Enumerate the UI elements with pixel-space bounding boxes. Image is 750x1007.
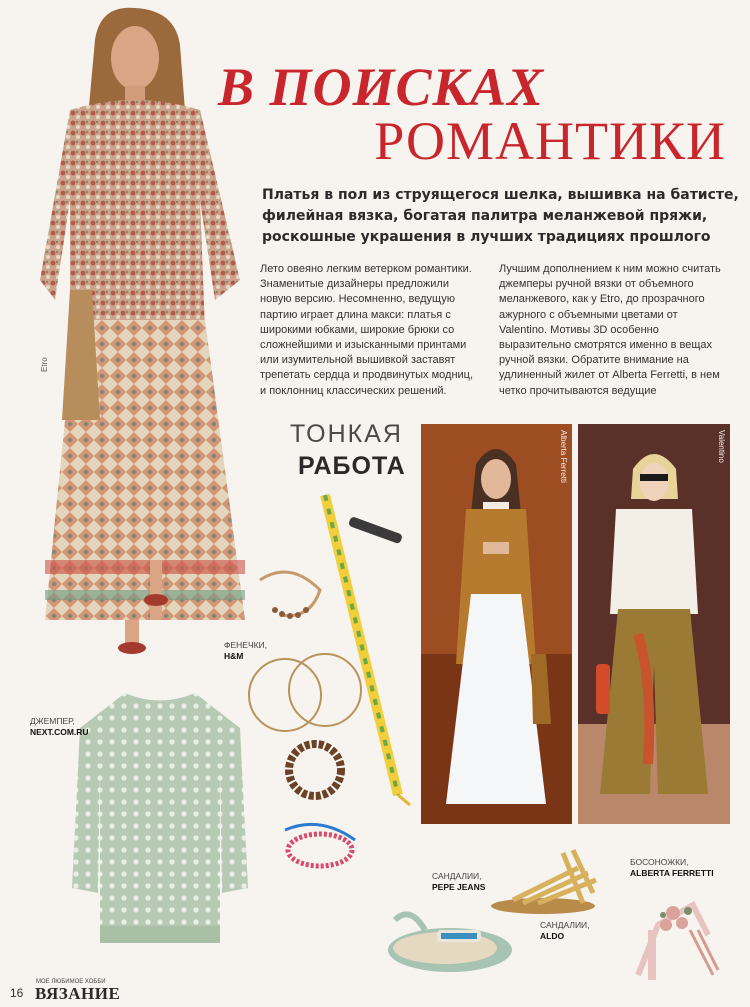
bracelets-product-image bbox=[240, 490, 420, 890]
body-column-2: Лучшим дополнением к ним можно считать джемперы ручной вязки от объемного меланжевого, как у Etro, до прозрачного ажурного с объемными цветами от Valentino. Мотивы 3D особенно выразительно смотрятся именно в вещах ручной вязки. Обратите внимание на удлиненный жилет от Alberta Ferretti, в нем четко прочитываются ведущие bbox=[499, 263, 721, 397]
bracelets-caption bbox=[224, 640, 267, 662]
pepe-jeans-caption-label: САНДАЛИИ, bbox=[432, 871, 482, 881]
aldo-caption-brand: ALDO bbox=[540, 931, 565, 941]
aldo-caption bbox=[540, 920, 590, 942]
sweater-caption-brand: NEXT.COM.RU bbox=[30, 727, 89, 737]
bracelets-caption-label: ФЕНЕЧКИ, bbox=[224, 640, 268, 650]
aldo-caption-label: САНДАЛИИ, bbox=[540, 920, 590, 930]
page-number: 16 bbox=[10, 986, 24, 1000]
aldo-sandal-image bbox=[488, 848, 608, 923]
lead-paragraph: Платья в пол из струящегося шелка, вышивка на батисте, филейная вязка, богатая палитра меланжевой пряжи, роскошные украшения в лучших традициях прошлого bbox=[262, 187, 739, 245]
ferretti-heel-sandal-image bbox=[618, 875, 728, 985]
ferretti-caption bbox=[630, 857, 714, 879]
sweater-product-image bbox=[70, 688, 250, 958]
page-title-line-2: РОМАНТИКИ bbox=[374, 111, 726, 171]
valentino-photo-credit: Valentino bbox=[717, 430, 726, 463]
section-title-line-1: ТОНКАЯ bbox=[290, 420, 403, 448]
magazine-logo: ВЯЗАНИЕ bbox=[35, 984, 121, 1003]
valentino-runway-photo bbox=[578, 424, 730, 824]
etro-photo-credit: Etro bbox=[40, 357, 49, 372]
pepe-jeans-caption bbox=[432, 871, 485, 893]
section-title-line-2: РАБОТА bbox=[298, 452, 406, 480]
sweater-caption-label: ДЖЕМПЕР, bbox=[30, 716, 75, 726]
sweater-caption bbox=[30, 716, 89, 738]
body-column-1: Лето овеяно легким ветерком романтики. Знаменитые дизайнеры предложили новую версию. Несомненно, ведущую партию играет длина макси: платья с широкими юбками, широкие брюки со сложнейшими и изысканными принтами или изумительной вышивкой заставят трепетать сердца и продвинутых модниц, и поклонниц классических решений. bbox=[260, 263, 474, 397]
bracelets-caption-brand: H&M bbox=[224, 651, 244, 661]
alberta-ferretti-runway-photo bbox=[421, 424, 572, 824]
pepe-jeans-caption-brand: PEPE JEANS bbox=[432, 882, 486, 892]
ferretti-photo-credit: Alberta Ferretti bbox=[559, 430, 568, 483]
page-title-line-1: В ПОИСКАХ bbox=[218, 57, 545, 117]
ferretti-caption-label: БОСОНОЖКИ, bbox=[630, 857, 689, 867]
magazine-tagline: МОЕ ЛЮБИМОЕ ХОББИ bbox=[36, 979, 106, 985]
ferretti-caption-brand: ALBERTA FERRETTI bbox=[630, 868, 714, 878]
